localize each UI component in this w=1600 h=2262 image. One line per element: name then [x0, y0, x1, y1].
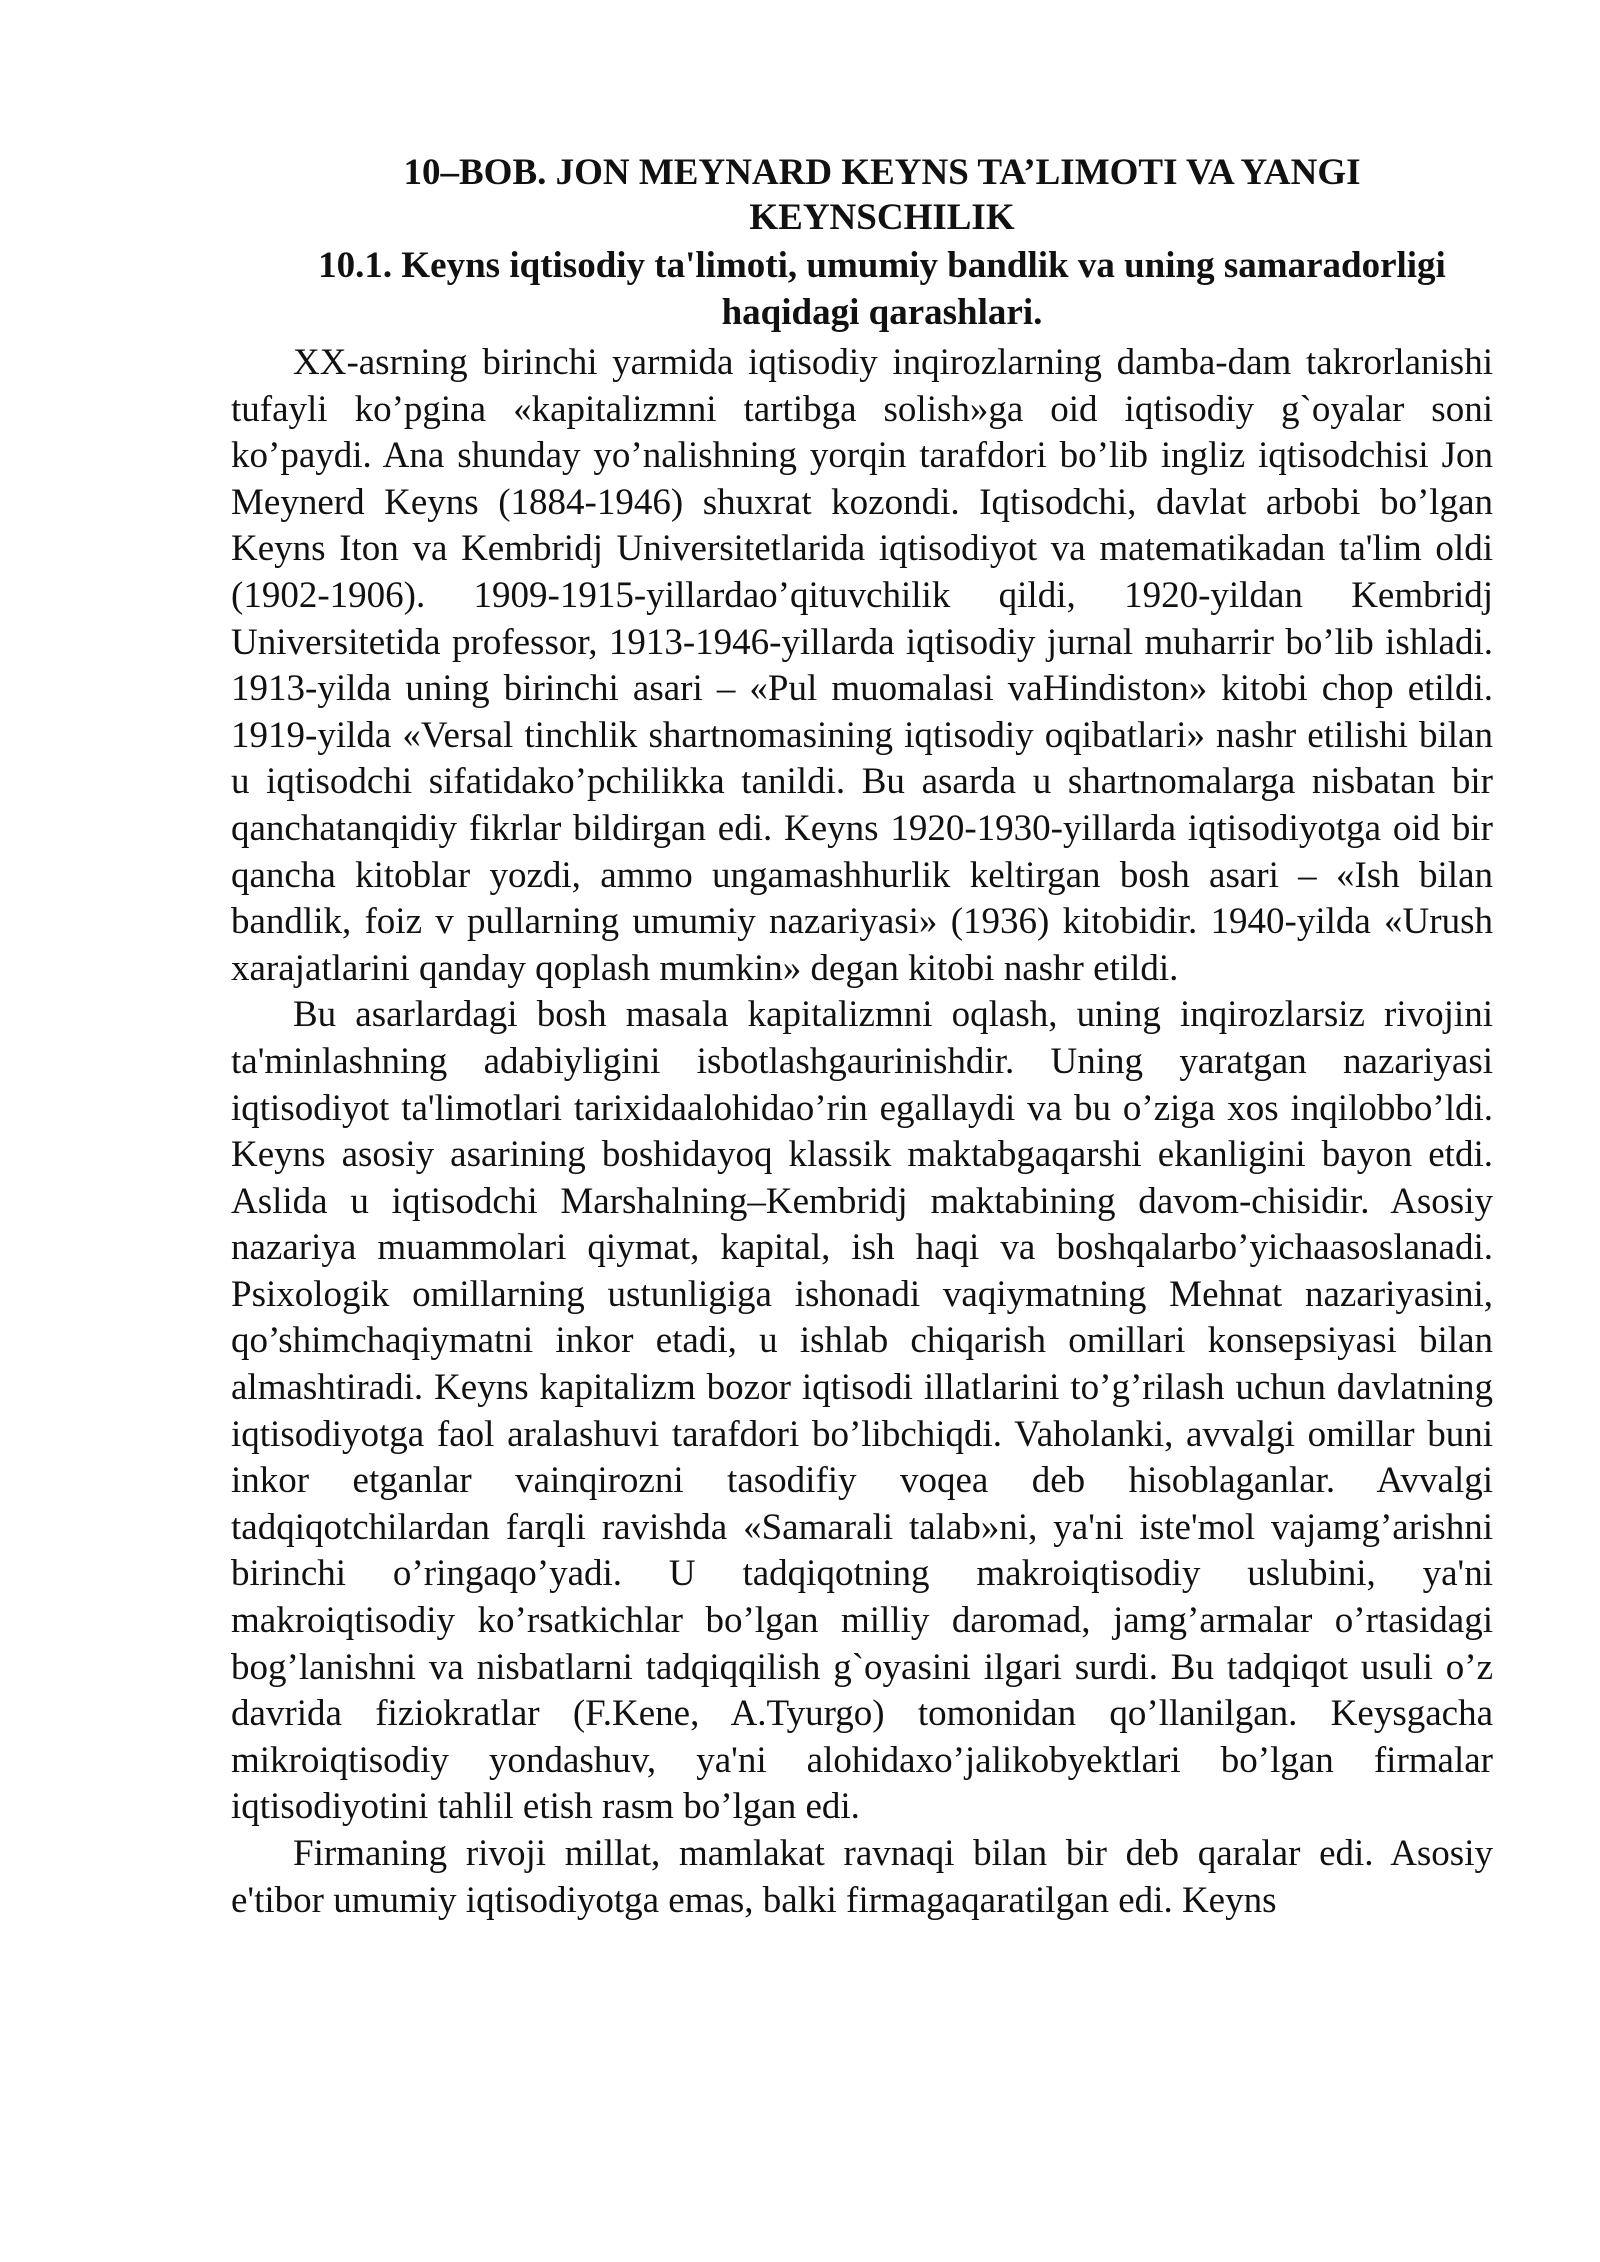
section-title: 10.1. Keyns iqtisodiy ta'limoti, umumiy bandlik va uning samaradorligi haqidagi qarashlari. [318, 245, 1446, 333]
paragraph-3: Firmaning rivoji millat, mamlakat ravnaqi bilan bir deb qaralar edi. Asosiy e'tibor umumiy iqtisodiyotga emas, balki firmagaqaratilgan edi. Keyns [231, 1833, 1493, 1921]
chapter-title: 10–BOB. JON MEYNARD KEYNS TA’LIMOTI VA YANGI KEYNSCHILIK [403, 152, 1361, 238]
paragraph-1: XX-asrning birinchi yarmida iqtisodiy inqirozlarning damba-dam takrorlanishi tufayli ko’pgina «kapitalizmni tartibga solish»ga oid iqtisodiy g`oyalar soni ko’paydi. Ana shunday yo’nalishning yorqin tarafdori bo’lib ingliz iqtisodchisi Jon Meynerd Keyns (1884-1946) shuxrat kozondi. Iqtisodchi, davlat arbobi bo’lgan Keyns Iton va Kembridj Universitetlarida iqtisodiyot va matematikadan ta'lim oldi (1902-1906). 1909-1915-yillardao’qituvchilik qildi, 1920-yildan Kembridj Universitetida professor, 1913-1946-yillarda iqtisodiy jurnal muharrir bo’lib ishladi. 1913-yilda uning birinchi asari – «Pul muomalasi vaHindiston» kitobi chop etildi. 1919-yilda «Versal tinchlik shartnomasining iqtisodiy oqibatlari» nashr etilishi bilan u iqtisodchi sifatidako’pchilikka tanildi. Bu asarda u shartnomalarga nisbatan bir qanchatanqidiy fikrlar bildirgan edi. Keyns 1920-1930-yillarda iqtisodiyotga oid bir qancha kitoblar yozdi, ammo ungamashhurlik keltirgan bosh asari – «Ish bilan bandlik, foiz v pullarning umumiy nazariyasi» (1936) kitobidir. 1940-yilda «Urush xarajatlarini qanday qoplash mumkin» degan kitobi nashr etildi. [231, 342, 1493, 989]
paragraph-2: Bu asarlardagi bosh masala kapitalizmni oqlash, uning inqirozlarsiz rivojini ta'minlashning adabiyligini isbotlashgaurinishdir. Uning yaratgan nazariyasi iqtisodiyot ta'limotlari tarixidaalohidao’rin egallaydi va bu o’ziga xos inqilobbo’ldi. Keyns asosiy asarining boshidayoq klassik maktabgaqarshi ekanligini bayon etdi. Aslida u iqtisodchi Marshalning–Kembridj maktabining davom-chisidir. Asosiy nazariya muammolari qiymat, kapital, ish haqi va boshqalarbo’yichaasoslanadi. Psixologik omillarning ustunligiga ishonadi vaqiymatning Mehnat nazariyasini, qo’shimchaqiymatni inkor etadi, u ishlab chiqarish omillari konsepsiyasi bilan almashtiradi. Keyns kapitalizm bozor iqtisodi illatlarini to’g’rilash uchun davlatning iqtisodiyotga faol aralashuvi tarafdori bo’libchiqdi. Vaholanki, avvalgi omillar buni inkor etganlar vainqirozni tasodifiy voqea deb hisoblaganlar. Avvalgi tadqiqotchilardan farqli ravishda «Samarali talab»ni, ya'ni iste'mol vajamg’arishni birinchi o’ringaqo’yadi. U tadqiqotning makroiqtisodiy uslubini, ya'ni makroiqtisodiy ko’rsatkichlar bo’lgan milliy daromad, jamg’armalar o’rtasidagi bog’lanishni va nisbatlarni tadqiqqilish g`oyasini ilgari surdi. Bu tadqiqot usuli o’z davrida fiziokratlar (F.Kene, A.Tyurgo) tomonidan qo’llanilgan. Keysgacha mikroiqtisodiy yondashuv, ya'ni alohidaxo’jalikobyektlari bo’lgan firmalar iqtisodiyotini tahlil etish rasm bo’lgan edi. [231, 994, 1493, 1828]
document-page [231, 150, 1493, 1924]
